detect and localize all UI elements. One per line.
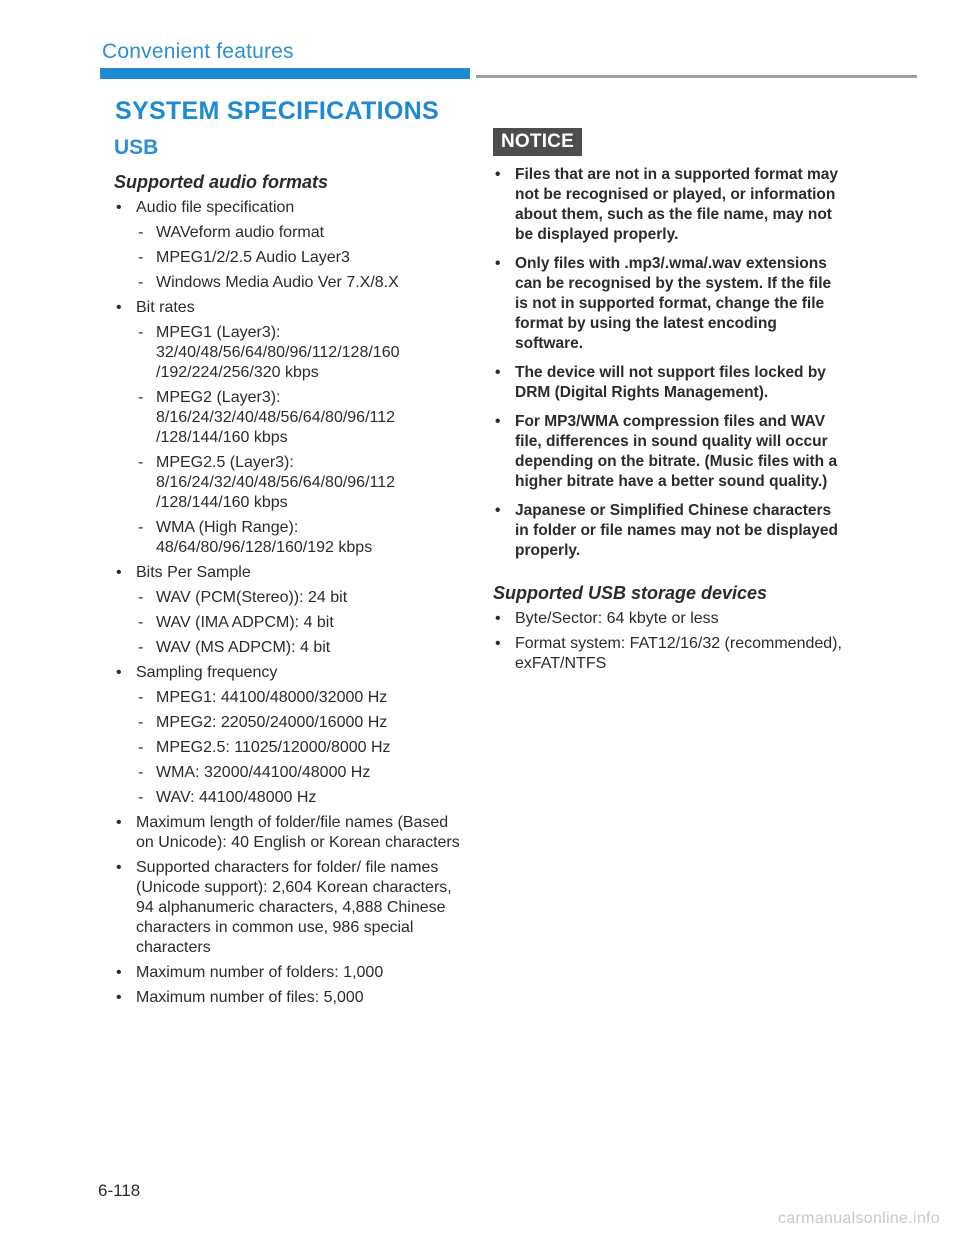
sub-item: - MPEG1/2/2.5 Audio Layer3 xyxy=(136,248,464,268)
sub-item: - MPEG2 (Layer3): 8/16/24/32/40/48/56/64/80/96/112 /128/144/160 kbps xyxy=(136,388,464,448)
sub-item: - Windows Media Audio Ver 7.X/8.X xyxy=(136,273,464,293)
left-column xyxy=(114,136,464,1008)
sub-item: - WAV (MS ADPCM): 4 bit xyxy=(136,638,464,658)
notice-item: • For MP3/WMA compression files and WAV file, differences in sound quality will occur depending on the bitrate. (Music files with a higher bitrate have a better sound quality.) xyxy=(493,412,843,492)
list-item: • Byte/Sector: 64 kbyte or less xyxy=(493,609,843,629)
page-number: 6-118 xyxy=(98,1181,141,1200)
notice-item: • Files that are not in a supported format may not be recognised or played, or information about them, such as the file name, may not be displayed properly. xyxy=(493,165,843,245)
sub-item: - WAV (PCM(Stereo)): 24 bit xyxy=(136,588,464,608)
header-rule-gray xyxy=(476,75,917,78)
header-rule-blue xyxy=(100,68,470,79)
right-column xyxy=(493,128,843,674)
list-item xyxy=(114,563,464,658)
watermark[interactable]: carmanualsonline.info xyxy=(778,1210,940,1227)
audio-spec-label: Audio file specification xyxy=(136,199,295,216)
sub-item: - WMA: 32000/44100/48000 Hz xyxy=(136,763,464,783)
list-item: • Maximum length of folder/file names (Based on Unicode): 40 English or Korean characters xyxy=(114,813,464,853)
notice-badge: NOTICE xyxy=(493,128,582,156)
sub-item: - MPEG1: 44100/48000/32000 Hz xyxy=(136,688,464,708)
sub-item: - WAVeform audio format xyxy=(136,223,464,243)
list-item xyxy=(114,298,464,558)
notice-item: • Japanese or Simplified Chinese characters in folder or file names may not be displayed properly. xyxy=(493,501,843,561)
usb-heading: USB xyxy=(114,136,159,159)
sub-item: - MPEG2: 22050/24000/16000 Hz xyxy=(136,713,464,733)
list-item: • Supported characters for folder/ file names (Unicode support): 2,604 Korean characters, 94 alphanumeric characters, 4,888 Chinese characters in common use, 986 special characters xyxy=(114,858,464,958)
sub-item: - WAV (IMA ADPCM): 4 bit xyxy=(136,613,464,633)
sub-item: - MPEG2.5 (Layer3): 8/16/24/32/40/48/56/64/80/96/112 /128/144/160 kbps xyxy=(136,453,464,513)
list-item xyxy=(114,198,464,293)
list-item: • Maximum number of files: 5,000 xyxy=(114,988,464,1008)
sub-item: - WMA (High Range): 48/64/80/96/128/160/192 kbps xyxy=(136,518,464,558)
notice-item: • The device will not support files locked by DRM (Digital Rights Management). xyxy=(493,363,843,403)
section-header: Convenient features xyxy=(102,40,294,63)
sub-item: - MPEG1 (Layer3): 32/40/48/56/64/80/96/112/128/160 /192/224/256/320 kbps xyxy=(136,323,464,383)
sampling-label: Sampling frequency xyxy=(136,664,278,681)
usb-storage-list xyxy=(493,609,843,674)
list-item: • Format system: FAT12/16/32 (recommended), exFAT/NTFS xyxy=(493,634,843,674)
bits-per-sample-label: Bits Per Sample xyxy=(136,564,251,581)
list-item: • Maximum number of folders: 1,000 xyxy=(114,963,464,983)
list-item xyxy=(114,663,464,808)
audio-formats-heading: Supported audio formats xyxy=(114,172,329,192)
notice-list xyxy=(493,165,843,561)
notice-item: • Only files with .mp3/.wma/.wav extensions can be recognised by the system. If the file is not in supported format, change the file format by using the latest encoding software. xyxy=(493,254,843,354)
sub-item: - WAV: 44100/48000 Hz xyxy=(136,788,464,808)
sub-item: - MPEG2.5: 11025/12000/8000 Hz xyxy=(136,738,464,758)
audio-spec-list xyxy=(114,198,464,1008)
page-title: SYSTEM SPECIFICATIONS xyxy=(115,97,439,125)
bit-rates-label: Bit rates xyxy=(136,299,195,316)
usb-storage-heading: Supported USB storage devices xyxy=(493,583,768,603)
